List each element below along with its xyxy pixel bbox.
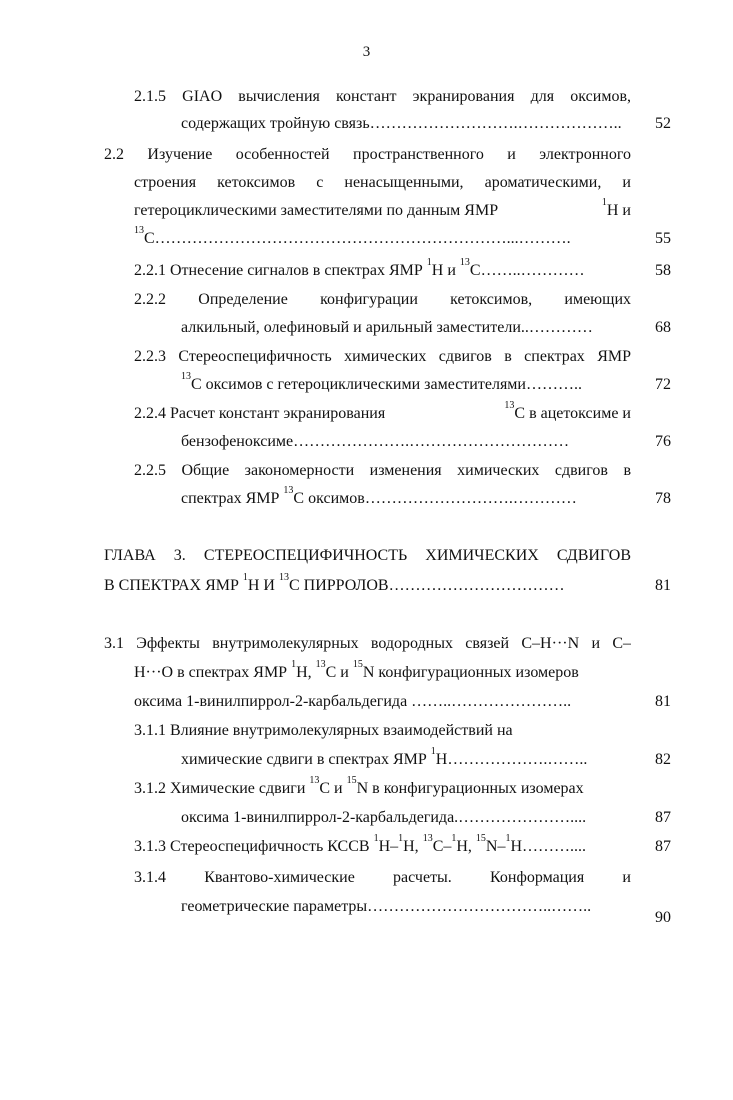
toc-line: 3.1.1 Влияние внутримолекулярных взаимодействий на — [134, 722, 513, 739]
toc-page: 68 — [655, 319, 671, 336]
toc-page: 76 — [655, 433, 671, 450]
toc-line: 3.1.3 Стереоспецифичность КССВ $^1$H–$^1$H, $^{13}$C–$^1$H, $^{15}$N–$^1$H……….... — [134, 833, 587, 855]
toc-line: 2.1.5 GIAO вычисления констант экранирования для оксимов, — [134, 88, 631, 105]
toc-page: 81 — [655, 693, 671, 710]
toc-line: 3.1.4 Квантово-химические расчеты. Конформация и — [134, 869, 631, 886]
toc-line: 2.2.1 Отнесение сигналов в спектрах ЯМР $^1$H и $^{13}$C……..………… — [134, 257, 585, 279]
toc-page: 82 — [655, 751, 671, 768]
toc-line: 2.2.2 Определение конфигурации кетоксимов, имеющих — [134, 291, 631, 308]
toc-line: 3.1.2 Химические сдвиги $^{13}$C и $^{15}$N в конфигурационных изомерах — [134, 775, 584, 797]
toc-page: 87 — [655, 809, 671, 826]
toc-line: $^{13}$C оксимов с гетероциклическими заместителями……….. — [181, 371, 582, 393]
toc-line: геометрические параметры……………………………..…….. — [181, 898, 592, 915]
toc-line: спектрах ЯМР $^{13}$C оксимов……………………….………… — [181, 485, 577, 507]
toc-line: 2.2.4 Расчет констант экранирования $^{13}$C в ацетоксиме и — [134, 400, 631, 422]
toc-line: ГЛАВА 3. СТЕРЕОСПЕЦИФИЧНОСТЬ ХИМИЧЕСКИХ СДВИГОВ — [104, 547, 631, 564]
toc-line: В СПЕКТРАХ ЯМР $^1$H И $^{13}$C ПИРРОЛОВ…………………………… — [104, 572, 565, 594]
toc-line: содержащих тройную связь……………………….……………….. — [181, 115, 622, 132]
toc-line: Н···О в спектрах ЯМР $^1$H, $^{13}$C и $^{15}$N конфигурационных изомеров — [134, 659, 579, 681]
toc-line: 2.2.5 Общие закономерности изменения химических сдвигов в — [134, 462, 631, 479]
toc-line: алкильный, олефиновый и арильный заместители..………… — [181, 319, 593, 336]
toc-line: 2.2.3 Стереоспецифичность химических сдвигов в спектрах ЯМР — [134, 348, 631, 365]
toc-page: 78 — [655, 490, 671, 507]
toc-line: оксима 1-винилпиррол-2-карбальдегида ……..………………….. — [134, 693, 572, 710]
toc-page: 72 — [655, 376, 671, 393]
toc-page: 58 — [655, 262, 671, 279]
toc-line: химические сдвиги в спектрах ЯМР $^1$H……………….…….. — [181, 746, 588, 768]
toc-line: 2.2 Изучение особенностей пространственного и электронного — [104, 146, 631, 163]
toc-page: 90 — [655, 909, 671, 926]
toc-page: 81 — [655, 577, 671, 594]
toc-line: строения кетоксимов с ненасыщенными, ароматическими, и — [134, 174, 631, 191]
toc-page: 55 — [655, 230, 671, 247]
toc-line: гетероциклическими заместителями по данным ЯМР $^1$H и — [134, 197, 631, 219]
page-number: 3 — [362, 44, 371, 60]
toc-page: 52 — [655, 115, 671, 132]
toc-page: 87 — [655, 838, 671, 855]
toc-line: оксима 1-винилпиррол-2-карбальдегида.………………….... — [181, 809, 587, 826]
toc-line: бензофеноксиме………………….………………………… — [181, 433, 570, 450]
toc-line: 3.1 Эффекты внутримолекулярных водородных связей С–Н···N и С– — [104, 635, 631, 652]
toc-line: $^{13}$C…………………………………………………………...………. — [134, 225, 571, 247]
